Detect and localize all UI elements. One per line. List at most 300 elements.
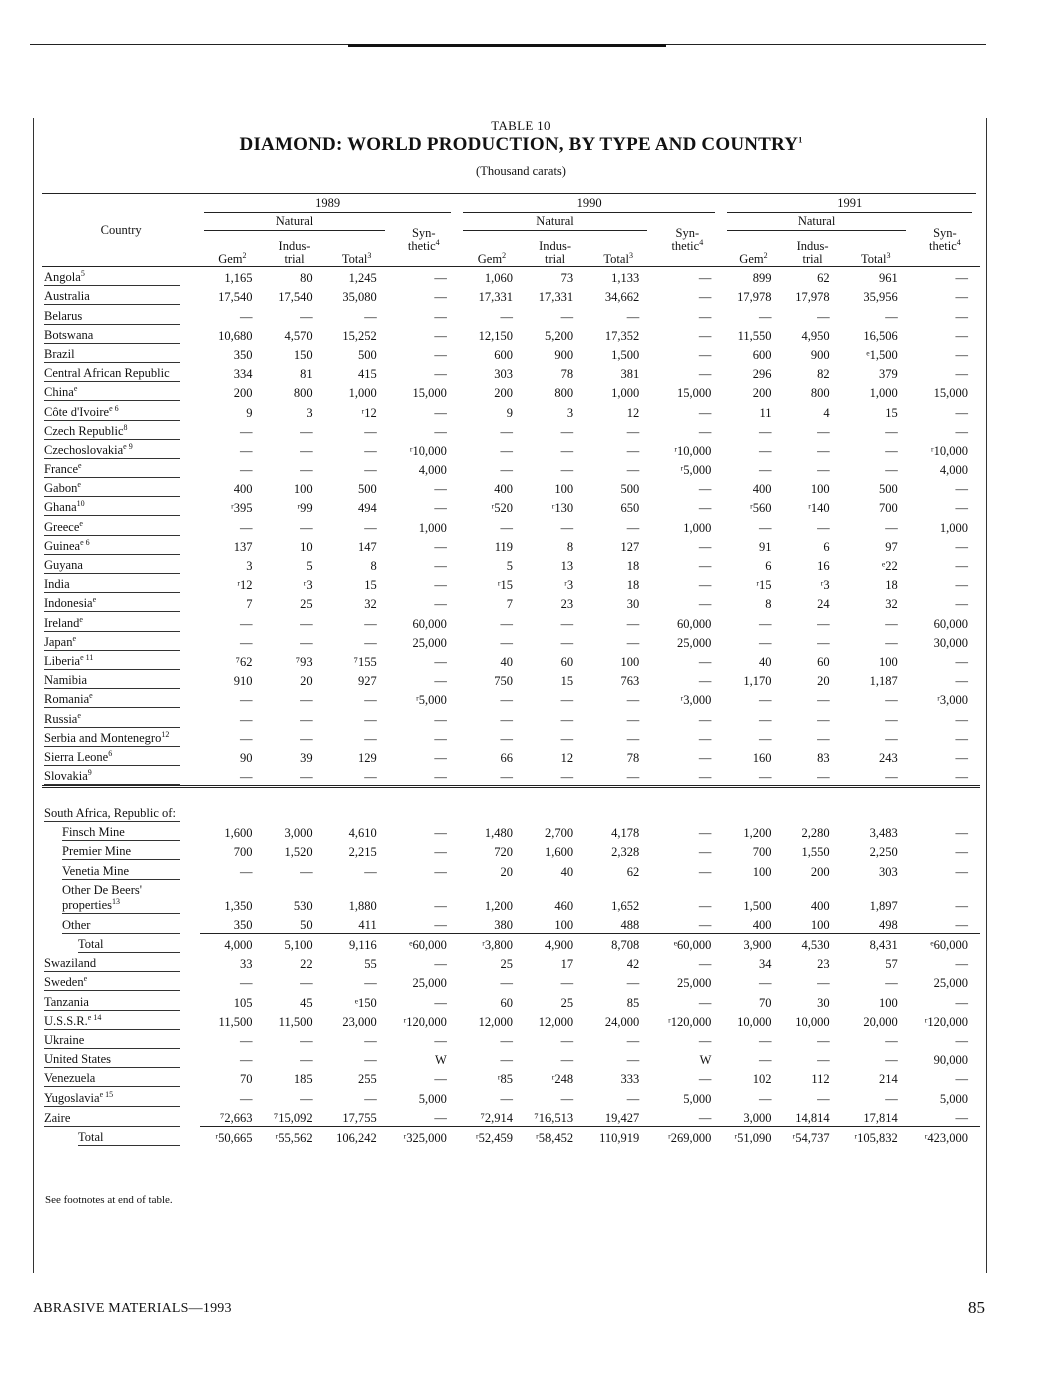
value-cell: 22 [300, 957, 313, 972]
value-cell: 40 [500, 654, 513, 669]
value-cell: ʳ3 [303, 578, 313, 593]
country-cell: Angola$^5$ [42, 267, 200, 286]
value-cell: 4,178 [611, 826, 640, 841]
value-cell: — [698, 347, 712, 362]
value-cell: 12 [626, 405, 640, 420]
country-cell: Czechoslovakia$^{e 9}$ [42, 440, 200, 459]
value-cell: 25 [560, 995, 574, 1010]
value-cell: — [885, 520, 898, 535]
value-cell: ʳ105,832 [854, 1130, 898, 1145]
country-cell: Guyana [42, 555, 200, 574]
value-cell: 3 [246, 559, 253, 573]
value-cell: 17,540 [218, 290, 253, 305]
value-cell: — [698, 674, 712, 689]
value-cell: — [885, 976, 898, 991]
value-cell: 12,000 [538, 1014, 574, 1029]
value-cell: — [500, 712, 513, 727]
value-cell: — [560, 731, 574, 746]
value-cell: ʳ3 [820, 578, 830, 593]
value-cell: ʳ560 [750, 501, 772, 516]
value-cell: — [955, 957, 968, 972]
value-cell: 100 [879, 654, 898, 669]
value-cell: 334 [233, 367, 253, 382]
value-cell: — [434, 1072, 447, 1087]
table-top-rule [42, 193, 976, 194]
diamond-production-table [42, 195, 980, 1146]
value-cell: 700 [879, 501, 898, 516]
value-cell: 12 [560, 750, 574, 765]
value-cell: — [525, 766, 585, 788]
value-cell: — [500, 1053, 513, 1068]
value-cell: ʳ54,737 [792, 1130, 830, 1145]
value-cell: ʳ395 [230, 501, 253, 516]
value-cell: 400 [494, 482, 513, 497]
value-cell: — [500, 443, 513, 458]
value-cell: — [698, 845, 712, 860]
value-cell: — [434, 898, 447, 913]
value-cell: 333 [620, 1072, 640, 1087]
value-cell: — [955, 271, 968, 286]
value-cell: — [364, 712, 377, 727]
value-cell [200, 788, 264, 822]
total-header: Total$^3$ [585, 231, 651, 267]
value-cell: 60 [500, 995, 513, 1010]
table-row [42, 991, 980, 1010]
value-cell: — [500, 520, 513, 535]
value-cell: 19,427 [585, 1107, 651, 1127]
value-cell: — [364, 443, 377, 458]
value-cell: 200 [752, 386, 772, 401]
country-cell: Venezuela [42, 1068, 200, 1087]
value-cell: 35,956 [863, 290, 898, 305]
value-cell: 17,755 [325, 1107, 389, 1127]
value-cell: 25,000 [677, 635, 712, 650]
value-cell: ᵉ60,000 [409, 938, 447, 952]
table-row [42, 841, 980, 860]
value-cell: 70 [239, 1072, 253, 1087]
value-cell: 17,978 [795, 290, 830, 305]
value-cell: — [364, 864, 377, 879]
value-cell: 900 [810, 347, 830, 362]
country-cell: Other De Beers' properties$^{13}$ [42, 880, 200, 914]
table-title-block [0, 118, 1042, 179]
country-cell: Ireland$^e$ [42, 612, 200, 631]
value-cell: 1,600 [544, 845, 574, 860]
value-cell: 5,000 [939, 1091, 968, 1106]
value-cell: 2,280 [801, 826, 830, 841]
value-cell: 102 [752, 1072, 772, 1087]
value-cell: 24 [817, 597, 830, 612]
country-cell: Russia$^e$ [42, 708, 200, 727]
country-cell: France$^e$ [42, 459, 200, 478]
value-cell: 460 [554, 898, 574, 913]
value-cell: — [626, 309, 640, 324]
value-cell: 800 [293, 386, 313, 401]
value-cell: — [842, 766, 910, 788]
country-cell: Serbia and Montenegro$^{12}$ [42, 728, 200, 747]
value-cell: — [239, 1091, 253, 1106]
country-cell: U.S.S.R.$^{e 14}$ [42, 1011, 200, 1030]
value-cell: 2,328 [611, 845, 640, 860]
value-cell: 961 [879, 271, 898, 286]
footnote-ref: e [73, 384, 78, 394]
table-row [42, 822, 980, 841]
value-cell [723, 788, 783, 822]
footnote-ref: e [78, 460, 82, 470]
value-cell: 11,500 [278, 1014, 313, 1029]
value-cell: 16 [817, 559, 830, 573]
value-cell: 12,150 [478, 328, 513, 343]
value-cell: 5 [306, 559, 313, 573]
value-cell: 32 [364, 597, 377, 612]
value-cell: ʳ99 [297, 501, 313, 516]
value-cell: 381 [620, 367, 640, 382]
value-cell: — [300, 1033, 313, 1048]
value-cell: — [560, 693, 574, 708]
value-cell: 600 [494, 347, 513, 362]
value-cell: — [955, 826, 968, 841]
value-cell: — [434, 578, 447, 593]
value-cell: — [434, 674, 447, 689]
value-cell: 9 [246, 405, 253, 420]
value-cell: 11 [759, 405, 772, 420]
value-cell: — [434, 328, 447, 343]
value-cell: — [560, 309, 574, 324]
value-cell: 200 [233, 386, 253, 401]
value-cell: — [239, 635, 253, 650]
value-cell [784, 788, 842, 822]
value-cell: 3 [306, 405, 313, 420]
value-cell: — [817, 1053, 830, 1068]
value-cell: ʳ12 [237, 578, 253, 593]
country-cell: United States [42, 1049, 200, 1068]
table-row [42, 305, 980, 324]
table-row [42, 1011, 980, 1030]
table-row [42, 593, 980, 612]
value-cell: — [955, 845, 968, 860]
value-cell: 1,897 [869, 898, 898, 913]
value-cell: — [626, 424, 640, 439]
value-cell: 400 [810, 898, 830, 913]
value-cell: 34,662 [604, 290, 640, 305]
value-cell: — [955, 597, 968, 612]
footnote-ref: e 6 [80, 537, 90, 547]
value-cell: 35,080 [342, 290, 377, 305]
value-cell: 350 [200, 914, 264, 934]
natural-header: Natural [200, 213, 388, 231]
value-cell: 5,200 [544, 328, 574, 343]
value-cell: ᵉ60,000 [930, 938, 968, 952]
natural-header: Natural [459, 213, 651, 231]
value-cell: 9 [506, 405, 513, 420]
value-cell: ʳ120,000 [668, 1014, 712, 1029]
value-cell: — [698, 731, 712, 746]
value-cell: — [300, 443, 313, 458]
value-cell: 2,700 [544, 826, 574, 841]
value-cell: 700 [233, 845, 253, 860]
year-header-1991: 1991 [723, 195, 980, 213]
value-cell: — [560, 424, 574, 439]
value-cell: ʳ3 [564, 578, 574, 593]
value-cell: 25,000 [412, 976, 447, 991]
value-cell: 1,520 [284, 845, 313, 860]
country-cell: South Africa, Republic of: [42, 788, 200, 822]
value-cell: 8 [765, 597, 772, 612]
value-cell: — [698, 501, 712, 516]
value-cell: 400 [752, 482, 772, 497]
value-cell: — [389, 1107, 459, 1127]
value-cell: 20 [500, 864, 513, 879]
value-cell: 800 [554, 386, 574, 401]
value-cell: 23 [560, 597, 574, 612]
value-cell: 1,200 [484, 898, 513, 913]
industrial-header: Indus- trial [784, 231, 842, 267]
value-cell: — [560, 463, 574, 478]
value-cell: 8 [566, 539, 574, 554]
gem-header: Gem$^2$ [723, 231, 783, 267]
value-cell: — [698, 712, 712, 727]
value-cell: — [560, 976, 574, 991]
value-cell: — [759, 616, 772, 631]
value-cell: — [817, 1033, 830, 1048]
table-row [42, 766, 980, 788]
value-cell: 380 [459, 914, 525, 934]
value-cell: 32 [885, 597, 898, 612]
value-cell: 1,000 [869, 386, 898, 401]
total-header: Total$^3$ [325, 231, 389, 267]
value-cell [651, 788, 723, 822]
value-cell: — [698, 271, 712, 286]
value-cell: 17 [560, 957, 574, 972]
value-cell: 750 [494, 674, 513, 689]
footnote-reference: See footnotes at end of table. [45, 1194, 173, 1206]
value-cell: 1,500 [743, 898, 772, 913]
value-cell: 1,000 [348, 386, 377, 401]
value-cell: — [626, 635, 640, 650]
value-cell: 82 [817, 367, 830, 382]
value-cell: — [364, 976, 377, 991]
value-cell: — [698, 864, 712, 879]
value-cell: 10,680 [218, 328, 253, 343]
value-cell: 650 [620, 501, 640, 516]
value-cell: — [560, 1033, 574, 1048]
value-cell: 8,431 [869, 938, 898, 952]
country-cell: China$^e$ [42, 382, 200, 401]
value-cell: 1,000 [418, 520, 447, 535]
value-cell: — [364, 424, 377, 439]
value-cell: 11,500 [218, 1014, 253, 1029]
value-cell: 1,652 [611, 898, 640, 913]
footnote-ref: 6 [108, 748, 113, 758]
value-cell: 40 [560, 864, 574, 879]
value-cell: 900 [554, 347, 574, 362]
value-cell: ʳ520 [491, 501, 513, 516]
value-cell: ⁷155 [353, 654, 377, 669]
table-row [42, 708, 980, 727]
value-cell: — [759, 424, 772, 439]
value-cell: — [239, 424, 253, 439]
value-cell: — [955, 347, 968, 362]
table-row [42, 267, 980, 286]
value-cell: — [626, 693, 640, 708]
page-number: 85 [968, 1298, 985, 1317]
value-cell: 255 [357, 1072, 377, 1087]
value-cell: — [698, 328, 712, 343]
country-cell: Tanzania [42, 991, 200, 1010]
value-cell: W [435, 1053, 447, 1068]
value-cell: — [759, 712, 772, 727]
value-cell: 78 [626, 750, 640, 765]
value-cell: 488 [585, 914, 651, 934]
value-cell: 411 [325, 914, 389, 934]
footnote-ref: e 11 [80, 652, 94, 662]
value-cell: 57 [885, 957, 898, 972]
table-row [42, 497, 980, 516]
country-cell: Belarus [42, 305, 200, 324]
value-cell: ⁷93 [295, 654, 313, 669]
footnote-ref: e [83, 974, 88, 984]
value-cell: — [955, 654, 968, 669]
value-cell: 6 [823, 539, 830, 554]
value-cell: — [955, 424, 968, 439]
country-cell: Gabon$^e$ [42, 478, 200, 497]
value-cell: — [626, 731, 640, 746]
top-rule-accent [348, 44, 666, 47]
value-cell: 10 [300, 539, 313, 554]
value-cell: 15,000 [412, 386, 447, 401]
value-cell: 800 [810, 386, 830, 401]
value-cell: ʳ50,665 [215, 1130, 253, 1145]
value-cell: — [239, 712, 253, 727]
footnote-ref: e [72, 633, 77, 643]
table-row [42, 363, 980, 382]
footnote-ref: e [89, 691, 93, 701]
total-header: Total$^3$ [842, 231, 910, 267]
value-cell: ʳ3,000 [937, 693, 968, 708]
value-cell [910, 788, 980, 822]
value-cell: 910 [233, 674, 253, 689]
value-cell: — [955, 501, 968, 516]
value-cell: 1,000 [939, 520, 968, 535]
value-cell: 296 [752, 367, 772, 382]
value-cell: ʳ15 [497, 578, 513, 593]
value-cell: — [500, 424, 513, 439]
value-cell: 18 [626, 559, 640, 573]
value-cell: ʳ120,000 [403, 1014, 447, 1029]
value-cell: 13 [560, 559, 574, 573]
value-cell: 4,900 [544, 938, 574, 952]
value-cell: 11,550 [737, 328, 772, 343]
value-cell: ʳ120,000 [924, 1014, 968, 1029]
value-cell: — [955, 309, 968, 324]
value-cell: 81 [300, 367, 313, 382]
value-cell: — [626, 712, 640, 727]
value-cell: — [364, 520, 377, 535]
footnote-ref: e 9 [123, 441, 133, 451]
value-cell: — [698, 405, 712, 420]
value-cell: 16,506 [863, 328, 898, 343]
value-cell: — [698, 898, 712, 913]
value-cell: 1,170 [743, 674, 772, 689]
value-cell: 1,187 [869, 674, 898, 689]
gem-header: Gem$^2$ [459, 231, 525, 267]
value-cell: 4,000 [939, 463, 968, 478]
value-cell: 3,000 [284, 826, 313, 841]
value-cell: — [434, 864, 447, 879]
value-cell: — [910, 1107, 980, 1127]
value-cell: 400 [233, 482, 253, 497]
table-row [42, 574, 980, 593]
value-cell: — [364, 309, 377, 324]
value-cell: 30 [626, 597, 640, 612]
value-cell: — [434, 347, 447, 362]
value-cell: — [651, 914, 723, 934]
year-header-row [42, 195, 980, 213]
value-cell [459, 788, 525, 822]
value-cell: — [885, 443, 898, 458]
value-cell: 100 [293, 482, 313, 497]
value-cell: 1,500 [611, 347, 640, 362]
gem-header: Gem$^2$ [200, 231, 264, 267]
value-cell: 18 [626, 578, 640, 593]
country-cell: Guinea$^{e 6}$ [42, 536, 200, 555]
value-cell: 100 [620, 654, 640, 669]
value-cell: 10,000 [737, 1014, 772, 1029]
value-cell: — [239, 731, 253, 746]
value-cell: — [626, 520, 640, 535]
value-cell: — [560, 1053, 574, 1068]
value-cell: 200 [810, 864, 830, 879]
value-cell: 3,900 [743, 938, 772, 952]
footnote-ref: e 15 [99, 1089, 114, 1099]
country-cell: Yugoslavia$^{e 15}$ [42, 1087, 200, 1106]
value-cell: — [910, 766, 980, 788]
table-row [42, 459, 980, 478]
table-row [42, 651, 980, 670]
value-cell: ʳ140 [808, 501, 830, 516]
value-cell: ʳ10,000 [674, 443, 712, 458]
value-cell: 3 [566, 405, 574, 420]
value-cell: 70 [759, 995, 772, 1010]
value-cell: 8 [370, 559, 377, 573]
value-cell: 105 [233, 995, 253, 1010]
table-row [42, 401, 980, 420]
value-cell: — [626, 1033, 640, 1048]
country-cell: Czech Republic$^8$ [42, 421, 200, 440]
value-cell: — [389, 766, 459, 788]
value-cell: — [955, 674, 968, 689]
table-row [42, 1087, 980, 1106]
country-cell: Brazil [42, 344, 200, 363]
country-cell: Finsch Mine [42, 822, 200, 841]
value-cell: — [759, 443, 772, 458]
value-cell: — [698, 482, 712, 497]
value-cell: — [300, 976, 313, 991]
value-cell: 303 [494, 367, 513, 382]
value-cell: 62 [626, 864, 640, 879]
value-cell: 100 [810, 482, 830, 497]
value-cell: 10,000 [795, 1014, 830, 1029]
value-cell: — [885, 1053, 898, 1068]
value-cell: 6 [765, 559, 772, 573]
value-cell: 60,000 [677, 616, 712, 631]
value-cell: — [500, 731, 513, 746]
value-cell: ᵉ22 [882, 559, 898, 573]
value-cell: 60 [560, 654, 574, 669]
table-row [42, 689, 980, 708]
value-cell: — [698, 957, 712, 972]
value-cell: 119 [494, 539, 513, 554]
